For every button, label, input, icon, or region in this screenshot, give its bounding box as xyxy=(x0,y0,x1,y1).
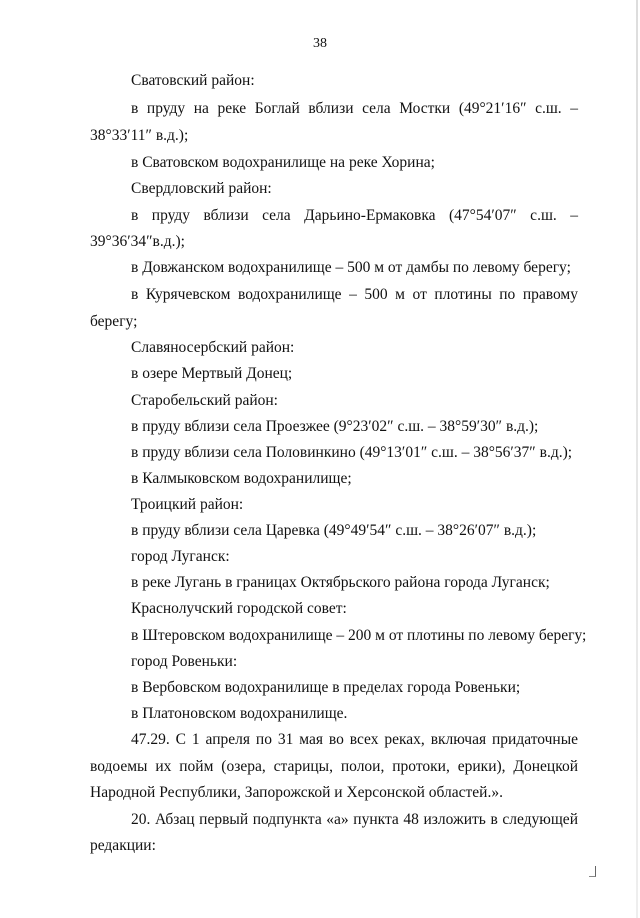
text-line: в Сватовском водохранилище на реке Хорина; xyxy=(131,154,435,171)
text-line: Народной Республики, Запорожской и Херсонской областей.». xyxy=(90,784,503,801)
text-line: в пруду вблизи села Половинкино (49°13′01″ с.ш. – 38°56′37″ в.д.); xyxy=(131,444,573,461)
page-number: 38 xyxy=(313,36,327,51)
text-line: в Штеровском водохранилище – 200 м от плотины по левому берегу; xyxy=(131,627,587,644)
text-line: в пруду вблизи села Проезжее (9°23′02″ с.ш. – 38°59′30″ в.д.); xyxy=(131,418,539,435)
text-line: Троицкий район: xyxy=(131,496,244,513)
text-line: в Калмыковском водохранилище; xyxy=(131,470,352,487)
text-line: 20. Абзац первый подпункта «а» пункта 48 изложить в следующей xyxy=(131,811,578,828)
text-line: 39°36′34″в.д.); xyxy=(90,233,185,250)
text-line: в пруду вблизи села Дарьино-Ермаковка (47°54′07″ с.ш. – xyxy=(131,207,578,224)
text-line: 38°33′11″ в.д.); xyxy=(90,127,189,144)
text-line: в Вербовском водохранилище в пределах города Ровеньки; xyxy=(131,679,521,696)
text-line: Краснолучский городской совет: xyxy=(131,600,347,617)
scan-artifact xyxy=(589,866,596,877)
text-line: город Ровеньки: xyxy=(131,653,238,670)
text-line: в Довжанском водохранилище – 500 м от дамбы по левому берегу; xyxy=(131,259,571,276)
text-line: редакции: xyxy=(90,837,156,854)
text-line: Славяносербский район: xyxy=(131,339,295,356)
text-line: берегу; xyxy=(90,313,138,330)
text-line: Старобельский район: xyxy=(131,392,278,409)
text-line: 47.29. С 1 апреля по 31 мая во всех реках, включая придаточные xyxy=(131,731,578,748)
text-line: в пруду на реке Боглай вблизи села Мостки (49°21′16″ с.ш. – xyxy=(131,100,578,117)
text-line: в озере Мертвый Донец; xyxy=(131,365,293,382)
text-line: город Луганск: xyxy=(131,548,230,565)
scan-edge xyxy=(636,0,638,918)
text-line: в Курячевском водохранилище – 500 м от плотины по правому xyxy=(131,286,578,303)
text-line: водоемы их пойм (озера, старицы, полои, протоки, ерики), Донецкой xyxy=(90,758,578,775)
text-line: в реке Лугань в границах Октябрьского района города Луганск; xyxy=(131,574,550,591)
text-line: в Платоновском водохранилище. xyxy=(131,705,348,722)
text-line: Сватовский район: xyxy=(131,72,255,89)
text-line: Свердловский район: xyxy=(131,180,272,197)
text-line: в пруду вблизи села Царевка (49°49′54″ с.ш. – 38°26′07″ в.д.); xyxy=(131,522,537,539)
